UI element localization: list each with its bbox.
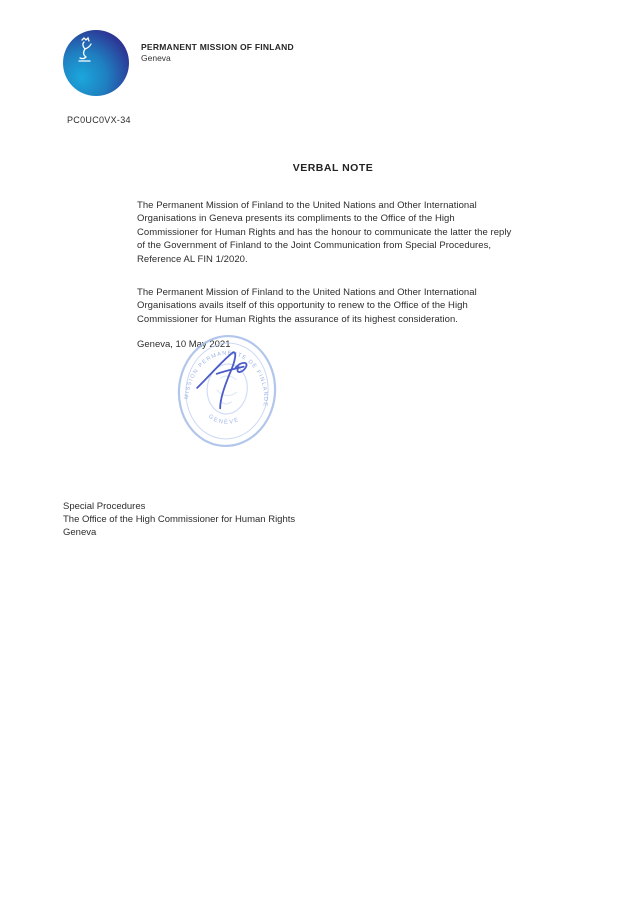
- mission-name: PERMANENT MISSION OF FINLAND: [141, 42, 294, 52]
- paragraph-1-line: The Permanent Mission of Finland to the United Nations and Other International: [137, 200, 477, 211]
- paragraph-1-line: Organisations in Geneva presents its compliments to the Office of the High: [137, 213, 455, 225]
- paragraph-1-line: Commissioner for Human Rights and has the honour to communicate the latter the reply: [137, 226, 512, 238]
- addressee-line: Geneva: [63, 527, 97, 539]
- paragraph-2-line: The Permanent Mission of Finland to the United Nations and Other International: [137, 287, 477, 298]
- finland-mission-logo: [63, 30, 129, 96]
- addressee-line: The Office of the High Commissioner for Human Rights: [63, 514, 296, 526]
- paragraph-2-line: Commissioner for Human Rights the assurance of its highest consideration.: [137, 313, 458, 325]
- paragraph-2-line: Organisations avails itself of this opportunity to renew to the Office of the High: [137, 300, 468, 312]
- paragraph-1-line: of the Government of Finland to the Joint Communication from Special Procedures,: [137, 240, 492, 252]
- paragraph-1-line: Reference AL FIN 1/2020.: [137, 253, 248, 265]
- mission-stamp: [169, 326, 285, 456]
- mission-city: Geneva: [141, 53, 171, 63]
- stamp-seal-icon: [169, 326, 285, 456]
- addressee-line: Special Procedures: [63, 501, 146, 512]
- stamp-bottom-text: GENÈVE: [206, 413, 241, 426]
- letterhead: [141, 42, 294, 64]
- svg-text:GENÈVE: [206, 414, 241, 428]
- note-title: VERBAL NOTE: [292, 162, 374, 174]
- paragraph-1: [137, 199, 577, 266]
- finnish-lion-icon: [70, 35, 98, 65]
- stamp-ring-text: MISSION PERMANENTE DE FINLANDE: [183, 350, 269, 408]
- addressee-block: [63, 500, 295, 540]
- dateline: Geneva, 10 May 2021: [137, 339, 231, 350]
- reference-code: PC0UC0VX-34: [67, 115, 131, 125]
- paragraph-2: [137, 286, 577, 326]
